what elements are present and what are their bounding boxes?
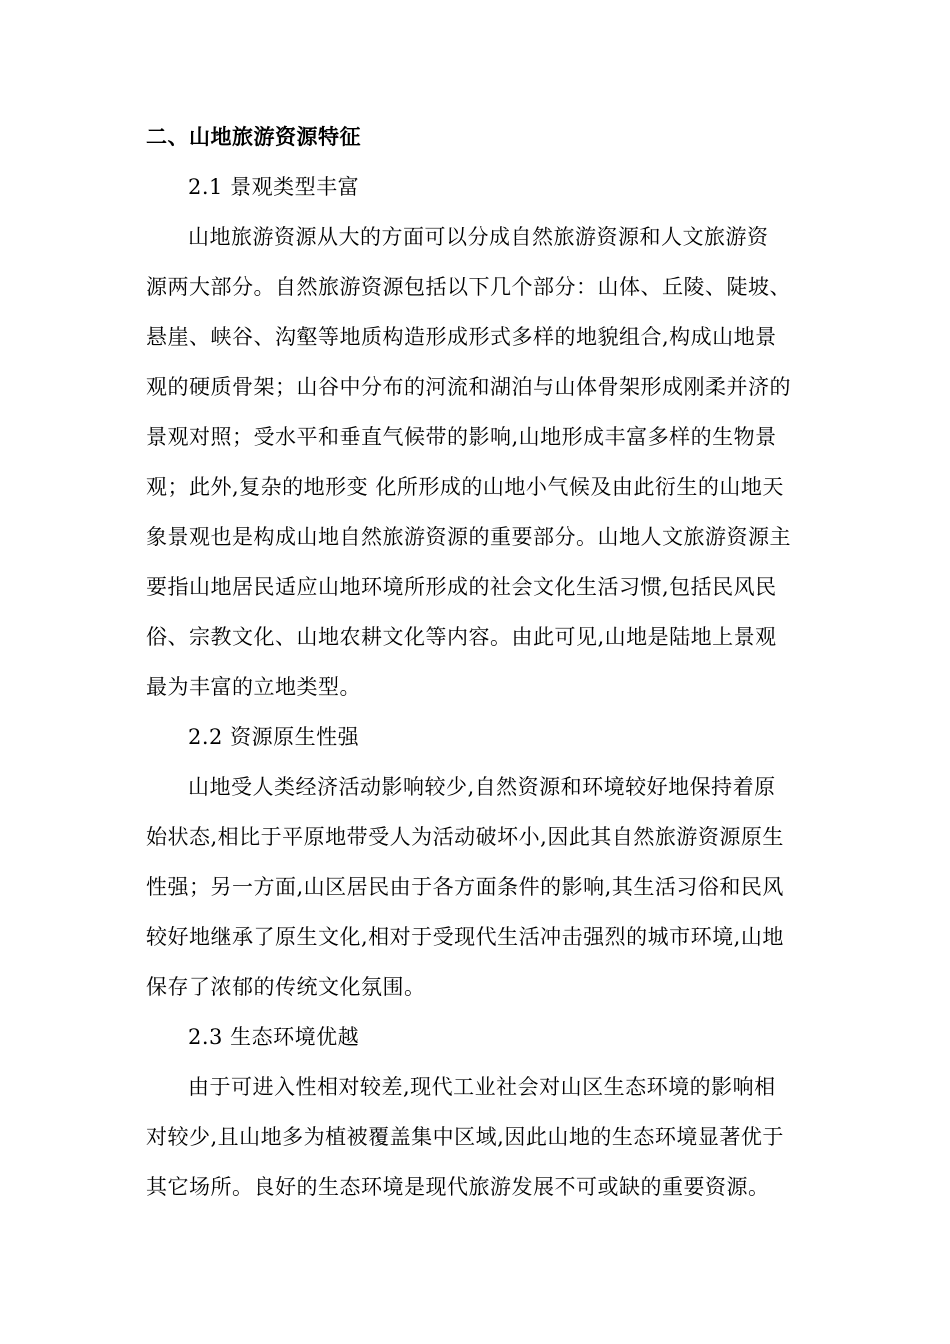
- paragraph-line: 观；此外,复杂的地形变 化所形成的山地小气候及由此衍生的山地天: [146, 475, 784, 499]
- paragraph-line: 要指山地居民适应山地环境所形成的社会文化生活习惯,包括民风民: [146, 575, 777, 599]
- subsection-heading: 2.1 景观类型丰富: [188, 175, 360, 199]
- paragraph-line: 保存了浓郁的传统文化氛围。: [146, 975, 426, 999]
- paragraph-line: 悬崖、峡谷、沟壑等地质构造形成形式多样的地貌组合,构成山地景: [146, 325, 777, 349]
- paragraph-line: 景观对照；受水平和垂直气候带的影响,山地形成丰富多样的生物景: [146, 425, 777, 449]
- paragraph-line: 其它场所。良好的生态环境是现代旅游发展不可或缺的重要资源。: [146, 1175, 770, 1199]
- paragraph-line: 俗、宗教文化、山地农耕文化等内容。由此可见,山地是陆地上景观: [146, 625, 777, 649]
- paragraph-line: 观的硬质骨架；山谷中分布的河流和湖泊与山体骨架形成刚柔并济的: [146, 375, 791, 399]
- paragraph-line: 较好地继承了原生文化,相对于受现代生活冲击强烈的城市环境,山地: [146, 925, 784, 949]
- paragraph-line: 由于可进入性相对较差,现代工业社会对山区生态环境的影响相: [188, 1075, 776, 1099]
- subsection-heading: 2.3 生态环境优越: [188, 1025, 360, 1049]
- paragraph-line: 性强；另一方面,山区居民由于各方面条件的影响,其生活习俗和民风: [146, 875, 784, 899]
- paragraph-line: 源两大部分。自然旅游资源包括以下几个部分：山体、丘陵、陡坡、: [146, 275, 791, 299]
- paragraph-line: 山地旅游资源从大的方面可以分成自然旅游资源和人文旅游资: [188, 225, 769, 249]
- section-title: 二、山地旅游资源特征: [146, 125, 361, 149]
- paragraph-line: 象景观也是构成山地自然旅游资源的重要部分。山地人文旅游资源主: [146, 525, 791, 549]
- paragraph-line: 对较少,且山地多为植被覆盖集中区域,因此山地的生态环境显著优于: [146, 1125, 784, 1149]
- paragraph-line: 山地受人类经济活动影响较少,自然资源和环境较好地保持着原: [188, 775, 776, 799]
- paragraph-line: 始状态,相比于平原地带受人为活动破坏小,因此其自然旅游资源原生: [146, 825, 784, 849]
- paragraph-line: 最为丰富的立地类型。: [146, 675, 361, 699]
- subsection-heading: 2.2 资源原生性强: [188, 725, 360, 749]
